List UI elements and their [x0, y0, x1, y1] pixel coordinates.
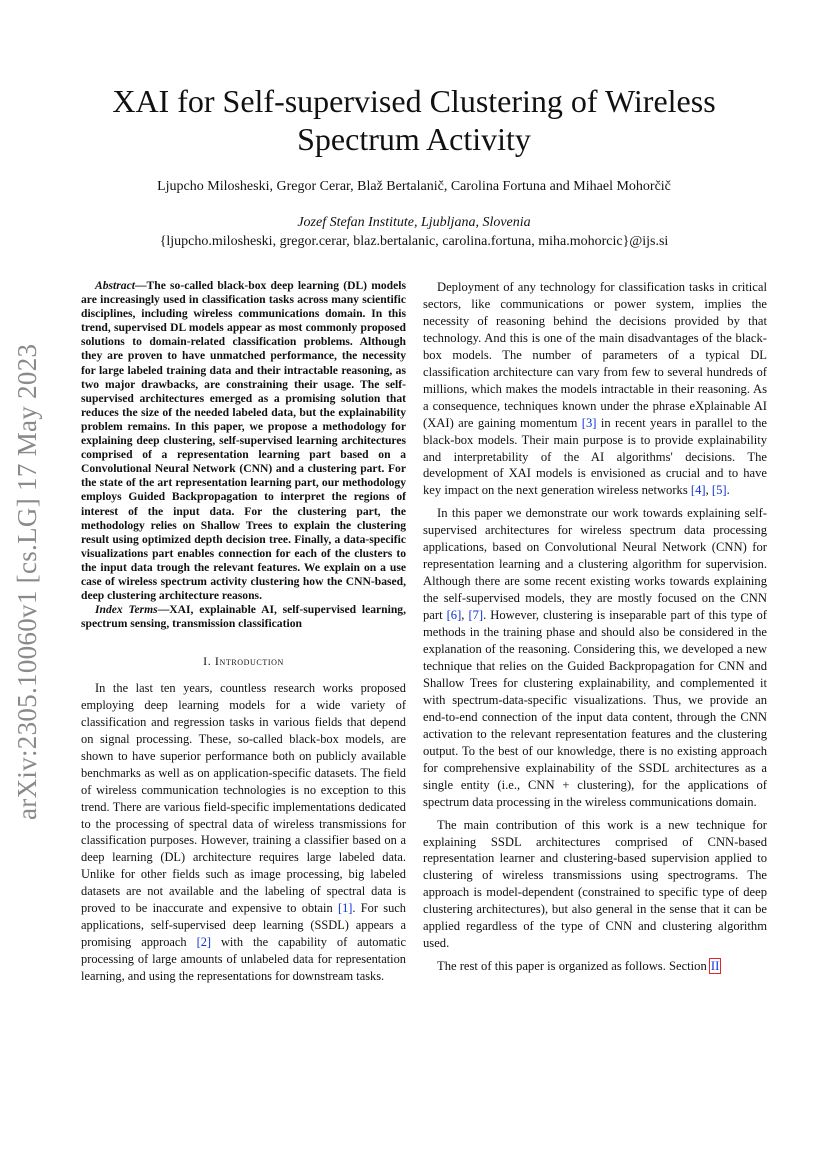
institution: Jozef Stefan Institute, Ljubljana, Slovenia: [297, 215, 531, 230]
author-emails: {ljupcho.milosheski, gregor.cerar, blaz.bertalanic, carolina.fortuna, miha.mohorcic}@ijs.si: [159, 234, 669, 249]
text-run: The rest of this paper is organized as follows. Section: [437, 959, 710, 974]
intro-paragraph-4: The main contribution of this work is a new technique for explaining SSDL architectures comprised of CNN-based representation learner and clustering-based supervision applied to clustering of wireless transmissions using spectrograms. The approach is model-dependent (constrained to specific type of deep clustering architectures), but also general in the sense that it can be applied regardless of the type of CNN and clustering algorithm used.: [423, 817, 767, 951]
intro-paragraph-5: [423, 958, 767, 975]
left-column: [81, 279, 406, 991]
citation-link-4[interactable]: [4]: [690, 483, 706, 498]
author-list: Ljupcho Milosheski, Gregor Cerar, Blaž Bertalanič, Carolina Fortuna and Mihael Mohorčič: [157, 179, 671, 194]
text-run: . However, clustering is inseparable part of this type of methods in the training phase and should also be considered in the explanation of the reasoning. Considering this, we developed a new technique that relies on the Guided Backpropagation for CNN and Shallow Trees for clustering explainability, and complemented it with spectrum-data-specific visualizations. Thus, we provide an end-to-end connection of the input data content, through the CNN activation to the relevant representation features and the clustering output. To the best of our knowledge, there is no existing approach for comprehensive explainability of the SSDL architectures as a single entity (i.e., CNN + clustering), for the applications of spectrum data processing in the wireless communications domain.: [423, 608, 767, 809]
abstract: [81, 279, 406, 603]
text-run: in recent years in parallel to the black-box models. Their main purpose is to provide explainability and interpretability of the AI algorithms' decisions. The development of XAI models is envisioned as crucial and to have key impact on the next generation wireless networks: [423, 415, 767, 498]
title-line-2: Spectrum Activity: [297, 121, 531, 157]
text-run: ,: [461, 608, 469, 623]
text-run: ,: [705, 483, 712, 498]
citation-link-7[interactable]: [7]: [468, 608, 484, 623]
arxiv-identifier: arXiv:2305.10060v1 [cs.LG] 17 May 2023: [12, 343, 42, 820]
abstract-text: —The so-called black-box deep learning (DL) models are increasingly used in classification tasks across many scientific disciplines, including wireless communications domain. In this trend, supervised DL models appear as most commonly proposed solutions to domain-related classification problems. Although they are proven to have unmatched performance, the necessity for large labeled training data and their intractable reasoning, as two major drawbacks, are constraining their usage. The self-supervised architectures emerged as a promising solution that reduces the size of the needed labeled data, but the explainability problem remains. In this paper, we propose a methodology for explaining deep clustering, self-supervised learning architectures comprised of a representation learning part based on a Convolutional Neural Network (CNN) and a clustering part. For the state of the art representation learning part, our methodology employs Guided Backpropagation to interpret the regions of interest of the input data. For the clustering part, the methodology relies on Shallow Trees to explain the clustering result using optimized depth decision tree. Finally, a data-specific visualizations part enables connection for each of the clusters to the input data trough the relevant features. We explain on a use case of wireless spectrum activity clustering how the CNN-based, deep clustering architecture reasons.: [81, 279, 406, 603]
paper-title: [60, 82, 768, 158]
intro-paragraph-1: [81, 680, 406, 984]
affiliation: [60, 213, 768, 251]
text-run: . For such applications, self-supervised deep learning (SSDL) appears a promising approach: [81, 901, 406, 949]
citation-link-5[interactable]: [5]: [711, 483, 727, 498]
text-run: .: [726, 483, 730, 498]
intro-paragraph-3: [423, 505, 767, 810]
text-run: Deployment of any technology for classification tasks in critical sectors, like communications or power system, implies the necessity of reasoning behind the decisions provided by that technology. And this is one of the main disadvantages of the black-box models. The number of parameters of a typical DL classification architecture can vary from few to several hundreds of millions, which makes the models intractable in their reasoning. As a consequence, techniques known under the phrase eXplainable AI (XAI) are gaining momentum: [423, 280, 767, 430]
right-column: [423, 279, 767, 981]
index-terms-text: —XAI, explainable AI, self-supervised learning, spectrum sensing, transmission classification: [81, 603, 406, 631]
title-line-1: XAI for Self-supervised Clustering of Wireless: [112, 83, 716, 119]
citation-link-1[interactable]: [1]: [337, 901, 353, 916]
citation-link-6[interactable]: [6]: [446, 608, 462, 623]
citation-link-3[interactable]: [3]: [581, 415, 597, 430]
section-heading-introduction: I. Introduction: [203, 654, 284, 669]
citation-link-2[interactable]: [2]: [196, 934, 212, 949]
section-reference-link[interactable]: II: [710, 959, 720, 974]
intro-paragraph-2: [423, 279, 767, 499]
text-run: In this paper we demonstrate our work towards explaining self-supervised architectures for wireless spectrum data processing applications, based on Convolutional Neural Network (CNN) for representation learning and a clustering algorithm for supervision. Although there are some recent existing works towards explaining the self-supervised models, they are mostly focused on the CNN part: [423, 506, 767, 623]
abstract-label: Abstract: [95, 279, 135, 292]
index-terms-label: Index Terms: [95, 603, 158, 617]
text-run: In the last ten years, countless research works proposed employing deep learning models for a wide variety of classification and regression tasks in various fields that depend on signal processing. These, so-called black-box models, are shown to have superior performance both on publicly available benchmarks as well as on application-specific datasets. The field of wireless communication technologies is no exception to this trend. There are various field-specific implementations dedicated to the processing of spectral data of wireless transmissions for classification purposes. However, training a classifier based on a deep learning (DL) architecture requires large labeled data. Unlike for other fields such as image processing, big labeled datasets are not available and the labeling of spectral data is proved to be inaccurate and expensive to obtain: [81, 681, 406, 916]
text-run: with the capability of automatic processing of large amounts of unlabeled data for representation learning, and using the representations for downstream tasks.: [81, 934, 407, 983]
index-terms: [81, 603, 406, 631]
